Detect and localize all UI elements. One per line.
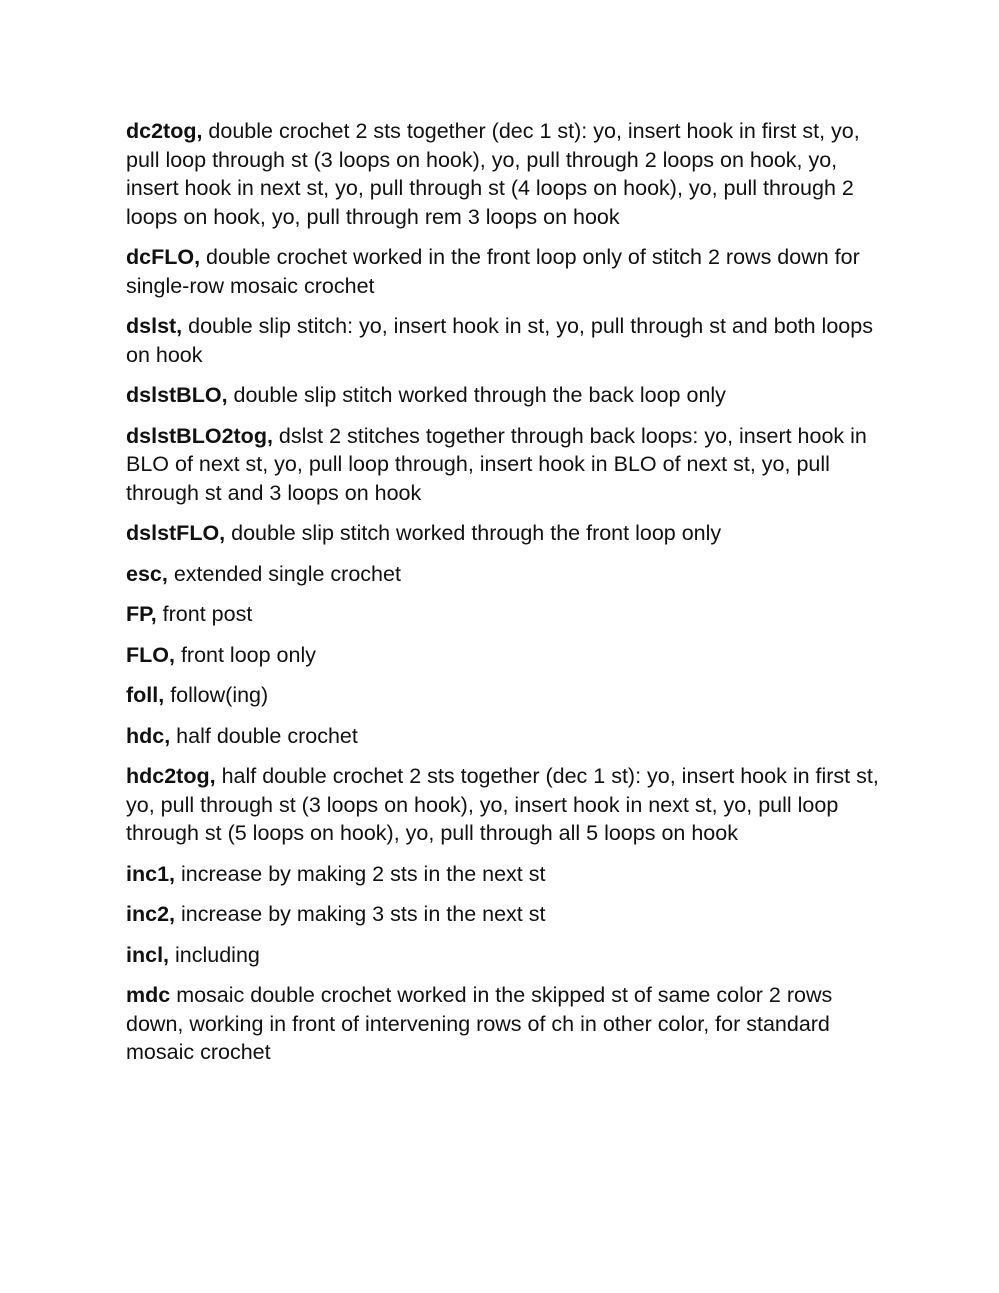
- glossary-term: dslstFLO,: [126, 521, 226, 545]
- glossary-entry: [126, 722, 886, 751]
- glossary-definition: including: [169, 942, 260, 967]
- glossary-definition: increase by making 3 sts in the next st: [175, 902, 546, 926]
- glossary-definition: dslst 2 stitches together through back loops: yo, insert hook in BLO of next st, yo, pull loop through, insert hook in BLO of next st, yo, pull through st and 3 loops on hook: [126, 423, 867, 505]
- glossary-term: inc1,: [126, 861, 175, 886]
- glossary-definition: half double crochet 2 sts together (dec 1 st): yo, insert hook in first st, yo, pull through st (3 loops on hook), yo, insert hook in next st, yo, pull loop through st (5 loops on hook), yo, pull through all 5 loops on hook: [126, 764, 879, 845]
- glossary-term: dc2tog,: [126, 119, 203, 143]
- glossary-definition: front post: [156, 602, 253, 626]
- glossary-definition: double crochet 2 sts together (dec 1 st): yo, insert hook in first st, yo, pull loop through st (3 loops on hook), yo, pull through 2 loops on hook, yo, insert hook in next st, yo, pull through st (4 loops on hook), yo, pull through 2 loops on hook, yo, pull through rem 3 loops on hook: [126, 119, 860, 229]
- glossary-entry: [126, 312, 886, 369]
- glossary-term: hdc2tog,: [126, 764, 216, 788]
- glossary-definition: mosaic double crochet worked in the skipped st of same color 2 rows down, working in front of intervening rows of ch in other color, for standard mosaic crochet: [126, 983, 833, 1064]
- glossary-entry: [126, 381, 886, 410]
- glossary-term: dslst,: [126, 314, 183, 338]
- glossary-term: FP,: [126, 602, 157, 626]
- glossary-entry: [126, 762, 886, 848]
- glossary-term: FLO,: [126, 642, 175, 667]
- glossary-entry: [126, 117, 886, 231]
- glossary-definition: front loop only: [174, 642, 316, 667]
- glossary-definition: extended single crochet: [167, 561, 401, 586]
- glossary-term: incl,: [126, 942, 170, 967]
- glossary-entry: [126, 681, 886, 710]
- glossary-entry: [126, 641, 886, 670]
- glossary-term: dslstBLO,: [126, 383, 228, 407]
- glossary-entry: [126, 422, 886, 508]
- glossary-term: dcFLO,: [126, 245, 201, 269]
- glossary-definition: double slip stitch worked through the front loop only: [225, 521, 722, 545]
- glossary-term: mdc: [126, 983, 171, 1007]
- glossary-definition: follow(ing): [164, 683, 269, 707]
- glossary-term: foll,: [126, 683, 165, 707]
- glossary-entry: [126, 243, 886, 300]
- glossary-definition: double slip stitch worked through the back loop only: [227, 383, 726, 407]
- glossary-definition: double slip stitch: yo, insert hook in st, yo, pull through st and both loops on hook: [126, 314, 873, 367]
- glossary-entry: [126, 900, 886, 929]
- glossary-definition: increase by making 2 sts in the next st: [175, 861, 546, 886]
- glossary-entry: [126, 519, 886, 548]
- glossary-term: esc,: [126, 561, 168, 586]
- glossary-entry: [126, 941, 886, 970]
- glossary-definition: half double crochet: [170, 723, 358, 748]
- glossary-definition: double crochet worked in the front loop only of stitch 2 rows down for single-row mosaic crochet: [126, 245, 860, 298]
- glossary-entry: [126, 981, 886, 1067]
- glossary-entry: [126, 560, 886, 589]
- glossary-entry: [126, 860, 886, 889]
- glossary-term: dslstBLO2tog,: [126, 423, 273, 448]
- abbreviations-list: [126, 117, 886, 1079]
- glossary-term: hdc,: [126, 723, 171, 748]
- glossary-entry: [126, 600, 886, 629]
- glossary-term: inc2,: [126, 902, 175, 926]
